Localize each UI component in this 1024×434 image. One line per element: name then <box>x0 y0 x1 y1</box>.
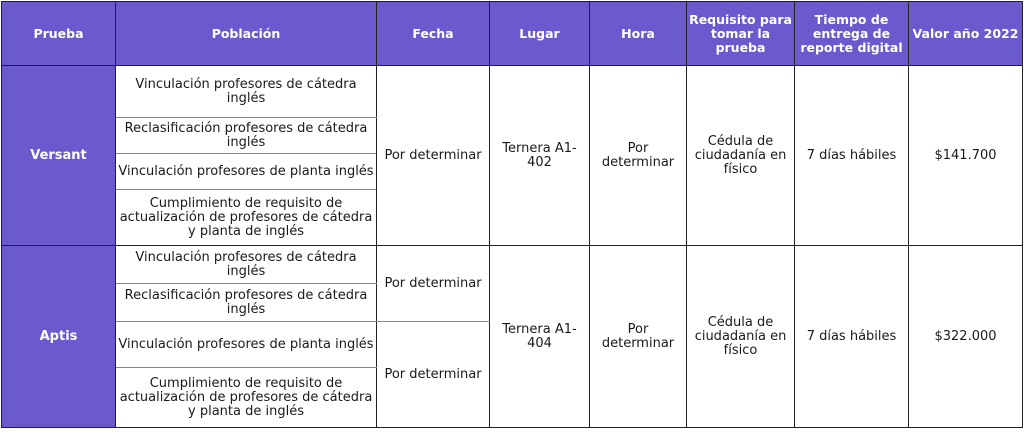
fecha-cell: Por determinar <box>377 322 490 428</box>
requisito-cell: Cédula de ciudadanía en físico <box>687 66 795 246</box>
valor-cell: $322.000 <box>909 246 1023 428</box>
header-hora: Hora <box>590 2 687 66</box>
tiempo-cell: 7 días hábiles <box>795 66 909 246</box>
poblacion-cell: Cumplimiento de requisito de actualización de profesores de cátedra y planta de inglés <box>116 368 377 428</box>
requisito-cell: Cédula de ciudadanía en físico <box>687 246 795 428</box>
poblacion-cell: Reclasificación profesores de cátedra inglés <box>116 118 377 154</box>
poblacion-cell: Vinculación profesores de planta inglés <box>116 322 377 368</box>
header-lugar: Lugar <box>490 2 590 66</box>
poblacion-cell: Vinculación profesores de planta inglés <box>116 154 377 190</box>
fecha-cell: Por determinar <box>377 246 490 322</box>
hora-cell: Por determinar <box>590 66 687 246</box>
poblacion-cell: Vinculación profesores de cátedra inglés <box>116 66 377 118</box>
lugar-cell: Ternera A1-404 <box>490 246 590 428</box>
header-fecha: Fecha <box>377 2 490 66</box>
header-tiempo: Tiempo de entrega de reporte digital <box>795 2 909 66</box>
test-name-versant: Versant <box>2 66 116 246</box>
poblacion-cell: Cumplimiento de requisito de actualización de profesores de cátedra y planta de inglés <box>116 190 377 246</box>
valor-cell: $141.700 <box>909 66 1023 246</box>
header-prueba: Prueba <box>2 2 116 66</box>
test-name-aptis: Aptis <box>2 246 116 428</box>
table-row <box>2 66 1023 118</box>
fecha-cell: Por determinar <box>377 66 490 246</box>
header-valor: Valor año 2022 <box>909 2 1023 66</box>
tiempo-cell: 7 días hábiles <box>795 246 909 428</box>
header-poblacion: Población <box>116 2 377 66</box>
header-requisito: Requisito para tomar la prueba <box>687 2 795 66</box>
header-row <box>2 2 1023 66</box>
hora-cell: Por determinar <box>590 246 687 428</box>
lugar-cell: Ternera A1-402 <box>490 66 590 246</box>
poblacion-cell: Reclasificación profesores de cátedra inglés <box>116 284 377 322</box>
poblacion-cell: Vinculación profesores de cátedra inglés <box>116 246 377 284</box>
tests-table <box>1 1 1023 428</box>
table-row <box>2 246 1023 284</box>
